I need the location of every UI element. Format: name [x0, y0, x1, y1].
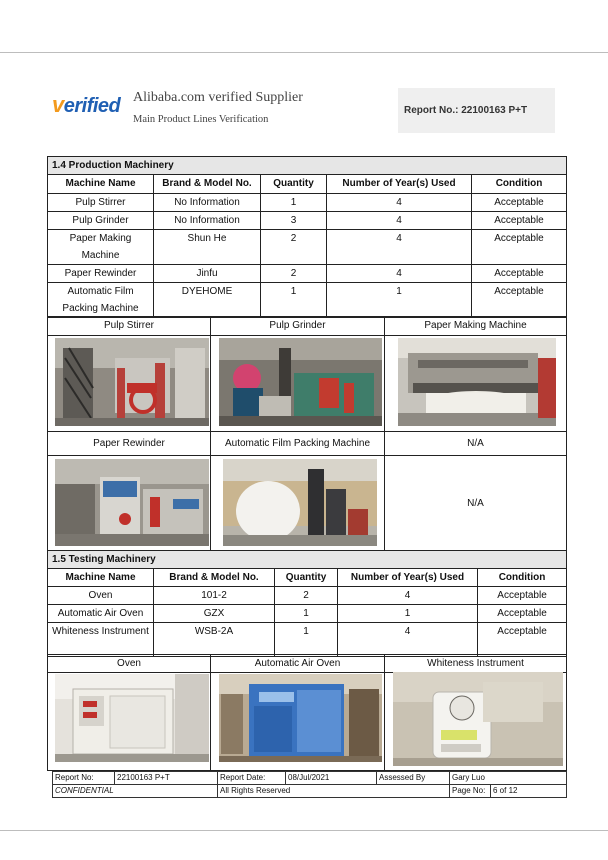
- section-title: 1.4 Production Machinery: [48, 157, 567, 175]
- cell: 1: [275, 623, 338, 657]
- cell: Acceptable: [472, 194, 567, 212]
- page-subtitle: Main Product Lines Verification: [133, 114, 269, 125]
- photo-caption: Automatic Air Oven: [211, 655, 385, 673]
- col-header: Machine Name: [48, 569, 154, 587]
- table-row: [48, 212, 567, 230]
- footer-label: Assessed By: [377, 772, 450, 785]
- cell: Shun He: [154, 230, 261, 265]
- cell: Acceptable: [472, 230, 567, 265]
- pulp-stirrer-photo: [55, 338, 209, 426]
- footer-confidential: CONFIDENTIAL: [53, 785, 218, 798]
- col-header: Condition: [478, 569, 567, 587]
- footer-report-no: 22100163 P+T: [115, 772, 218, 785]
- cell: Pulp Stirrer: [48, 194, 154, 212]
- col-header: Number of Year(s) Used: [327, 175, 472, 194]
- cell: Acceptable: [478, 623, 567, 657]
- footer-report-date: 08/Jul/2021: [286, 772, 377, 785]
- photo-caption: Oven: [48, 655, 211, 673]
- cell: Oven: [48, 587, 154, 605]
- cell: 101-2: [154, 587, 275, 605]
- cell: 4: [327, 265, 472, 283]
- cell: Automatic Air Oven: [48, 605, 154, 623]
- photo-caption: N/A: [385, 432, 567, 456]
- footer-assessor: Gary Luo: [450, 772, 567, 785]
- col-header: Number of Year(s) Used: [338, 569, 478, 587]
- footer-rights: All Rights Reserved: [218, 785, 450, 798]
- bottom-divider: [0, 830, 608, 831]
- production-machinery-table: [47, 156, 567, 318]
- photo-caption: Whiteness Instrument: [385, 655, 567, 673]
- cell: No Information: [154, 194, 261, 212]
- cell: Acceptable: [478, 605, 567, 623]
- verified-logo: verified: [52, 92, 121, 117]
- table-row: [48, 194, 567, 212]
- cell: Whiteness Instrument: [48, 623, 154, 657]
- na-placeholder: N/A: [385, 456, 567, 552]
- paper-rewinder-photo: [55, 459, 209, 546]
- photo-caption: Paper Making Machine: [385, 317, 567, 336]
- photo-caption: Automatic Film Packing Machine: [211, 432, 385, 456]
- cell: Acceptable: [472, 265, 567, 283]
- cell: 4: [338, 587, 478, 605]
- cell: 4: [327, 194, 472, 212]
- cell: 2: [261, 230, 327, 265]
- cell: 1: [327, 283, 472, 318]
- top-divider: [0, 52, 608, 53]
- photo-caption: Pulp Stirrer: [48, 317, 211, 336]
- cell: Automatic Film Packing Machine: [48, 283, 154, 318]
- film-packing-machine-photo: [223, 459, 377, 546]
- cell: No Information: [154, 212, 261, 230]
- cell: 2: [261, 265, 327, 283]
- pulp-grinder-photo: [219, 338, 382, 426]
- cell: GZX: [154, 605, 275, 623]
- cell: Paper Rewinder: [48, 265, 154, 283]
- cell: DYEHOME: [154, 283, 261, 318]
- cell: 1: [261, 194, 327, 212]
- cell: 1: [261, 283, 327, 318]
- col-header: Brand & Model No.: [154, 175, 261, 194]
- automatic-air-oven-photo: [219, 674, 382, 762]
- cell: 3: [261, 212, 327, 230]
- whiteness-instrument-photo: [393, 672, 563, 766]
- table-row: [48, 230, 567, 265]
- table-row: [48, 283, 567, 318]
- col-header: Quantity: [275, 569, 338, 587]
- table-row: [48, 587, 567, 605]
- report-number-box: Report No.: 22100163 P+T: [398, 88, 555, 133]
- table-row: [48, 265, 567, 283]
- footer-label: Report No:: [53, 772, 115, 785]
- col-header: Condition: [472, 175, 567, 194]
- col-header: Brand & Model No.: [154, 569, 275, 587]
- cell: 4: [327, 230, 472, 265]
- cell: WSB-2A: [154, 623, 275, 657]
- paper-making-machine-photo: [398, 338, 556, 426]
- page-title: Alibaba.com verified Supplier: [133, 90, 303, 105]
- section-title: 1.5 Testing Machinery: [48, 551, 567, 569]
- oven-photo: [55, 674, 209, 762]
- cell: Paper Making Machine: [48, 230, 154, 265]
- footer-label: Report Date:: [218, 772, 286, 785]
- cell: Acceptable: [478, 587, 567, 605]
- photo-caption: Paper Rewinder: [48, 432, 211, 456]
- cell: Pulp Grinder: [48, 212, 154, 230]
- cell: 1: [275, 605, 338, 623]
- cell: 1: [338, 605, 478, 623]
- footer-page-number: 6 of 12: [491, 785, 567, 798]
- table-row: [48, 605, 567, 623]
- cell: Acceptable: [472, 283, 567, 318]
- footer-label: Page No:: [450, 785, 491, 798]
- cell: Acceptable: [472, 212, 567, 230]
- cell: 4: [338, 623, 478, 657]
- cell: Jinfu: [154, 265, 261, 283]
- cell: 2: [275, 587, 338, 605]
- photo-caption: Pulp Grinder: [211, 317, 385, 336]
- col-header: Machine Name: [48, 175, 154, 194]
- testing-machinery-table: [47, 550, 567, 657]
- table-row: [48, 623, 567, 657]
- cell: 4: [327, 212, 472, 230]
- report-footer: [52, 771, 567, 798]
- col-header: Quantity: [261, 175, 327, 194]
